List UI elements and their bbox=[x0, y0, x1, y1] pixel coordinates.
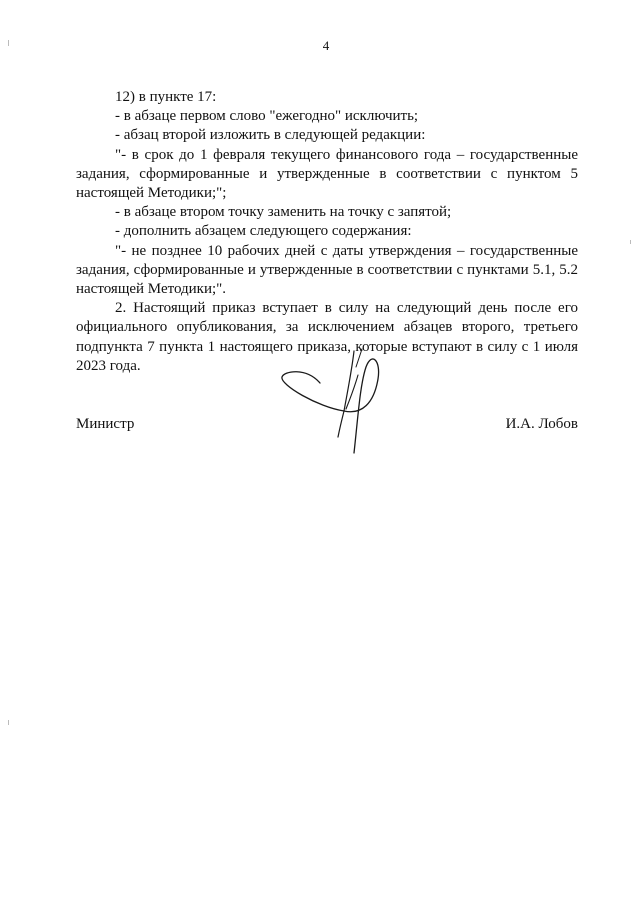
document-body bbox=[76, 88, 578, 376]
scan-speck bbox=[630, 240, 631, 244]
scan-speck bbox=[8, 40, 9, 46]
amendment-remove-word: - в абзаце первом слово "ежегодно" исключить; bbox=[115, 108, 419, 125]
page-number: 4 bbox=[322, 38, 330, 53]
amendment-add-abzac: - дополнить абзацем следующего содержания: bbox=[115, 223, 412, 240]
amendment-replace-dot: - в абзаце втором точку заменить на точку с запятой; bbox=[115, 204, 452, 221]
handwritten-signature bbox=[278, 345, 388, 457]
signer-name: И.А. Лобов bbox=[505, 416, 578, 432]
amendment-abzac-two: - абзац второй изложить в следующей редакции: bbox=[115, 127, 426, 144]
scan-speck bbox=[8, 720, 9, 725]
quoted-text-2: "- не позднее 10 рабочих дней с даты утверждения – государственные задания, сформированные и утвержденные в соответствии с пунктами 5.1, 5.2 настоящей Методики;". bbox=[76, 242, 578, 298]
quoted-text-1: "- в срок до 1 февраля текущего финансового года – государственные задания, сформированные и утвержденные в соответствии с пунктом 5 настоящей Методики;"; bbox=[76, 146, 578, 202]
item-12-heading: 12) в пункте 17: bbox=[115, 89, 217, 105]
signer-position: Министр bbox=[76, 416, 135, 432]
paragraph-2: 2. Настоящий приказ вступает в силу на следующий день после его официального опубликования, за исключением абзацев второго, третьего подпункта 7 пункта 1 настоящего приказа, которые вступают в силу с 1 июля 2023 года. bbox=[76, 300, 578, 374]
